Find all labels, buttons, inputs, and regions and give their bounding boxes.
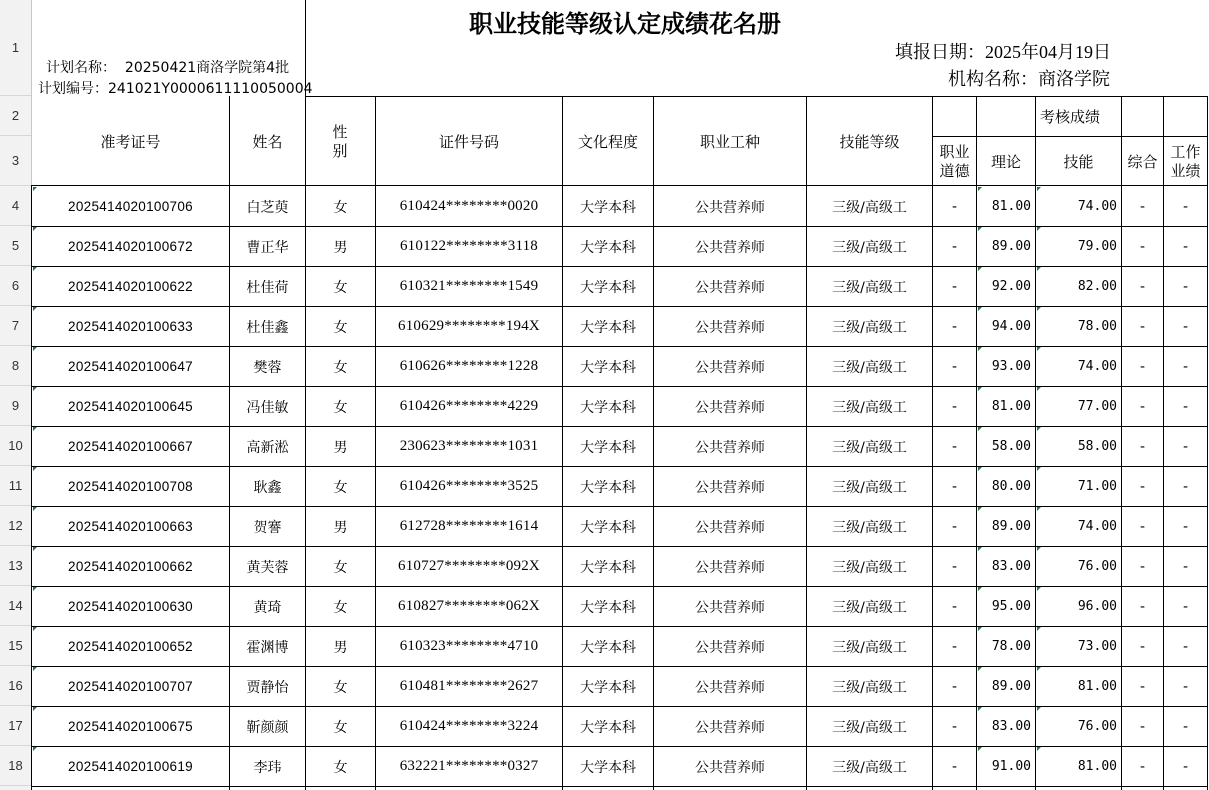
cell-skill-level[interactable]: 三级/高级工 xyxy=(832,239,907,256)
error-indicator-icon xyxy=(33,387,37,391)
cell-comprehensive[interactable]: - xyxy=(1139,558,1146,575)
cell-skill[interactable]: 77.00 xyxy=(1077,399,1117,414)
header-education[interactable]: 文化程度 xyxy=(577,133,638,151)
error-indicator-icon xyxy=(33,747,37,751)
cell-ticket[interactable]: 2025414020100647 xyxy=(68,359,193,374)
error-indicator-icon xyxy=(978,347,982,351)
cell-comprehensive[interactable]: - xyxy=(1139,758,1146,775)
error-indicator-icon xyxy=(1037,427,1041,431)
cell-gender[interactable]: 女 xyxy=(333,399,348,416)
cell-comprehensive[interactable]: - xyxy=(1139,718,1146,735)
cell-ethics[interactable]: - xyxy=(951,318,958,335)
error-indicator-icon xyxy=(978,267,982,271)
cell-name[interactable]: 李玮 xyxy=(253,759,282,776)
org-label: 机构名称： xyxy=(948,69,1038,89)
cell-skill-level[interactable]: 三级/高级工 xyxy=(832,279,907,296)
error-indicator-icon xyxy=(1037,387,1041,391)
cell-work[interactable]: - xyxy=(1182,718,1189,735)
cell-comprehensive[interactable]: - xyxy=(1139,278,1146,295)
cell-ethics[interactable]: - xyxy=(951,518,958,535)
error-indicator-icon xyxy=(33,307,37,311)
cell-education[interactable]: 大学本科 xyxy=(580,679,636,696)
cell-comprehensive[interactable]: - xyxy=(1139,678,1146,695)
row-number[interactable]: 8 xyxy=(11,358,20,373)
cell-work[interactable]: - xyxy=(1182,238,1189,255)
cell-theory[interactable]: 58.00 xyxy=(991,439,1031,454)
cell-occupation[interactable]: 公共营养师 xyxy=(695,559,765,576)
error-indicator-icon xyxy=(978,227,982,231)
cell-work[interactable]: - xyxy=(1182,478,1189,495)
error-indicator-icon xyxy=(1037,307,1041,311)
error-indicator-icon xyxy=(978,427,982,431)
row-number[interactable]: 13 xyxy=(8,558,23,573)
cell-id-number[interactable]: 610626********1228 xyxy=(399,358,539,374)
cell-id-number[interactable]: 610727********092X xyxy=(398,558,540,574)
cell-occupation[interactable]: 公共营养师 xyxy=(695,759,765,776)
cell-occupation[interactable]: 公共营养师 xyxy=(695,679,765,696)
error-indicator-icon xyxy=(1037,667,1041,671)
cell-ethics[interactable]: - xyxy=(951,678,958,695)
cell-theory[interactable]: 92.00 xyxy=(991,279,1031,294)
cell-gender[interactable]: 女 xyxy=(333,679,348,696)
cell-comprehensive[interactable]: - xyxy=(1139,598,1146,615)
header-name[interactable]: 姓名 xyxy=(252,133,283,151)
cell-id-number[interactable]: 610122********3118 xyxy=(399,238,539,254)
header-skill-level[interactable]: 技能等级 xyxy=(839,133,900,151)
cell-comprehensive[interactable]: - xyxy=(1139,238,1146,255)
row-number[interactable]: 6 xyxy=(11,278,20,293)
grid-line xyxy=(1207,96,1208,186)
cell-work[interactable]: - xyxy=(1182,438,1189,455)
cell-occupation[interactable]: 公共营养师 xyxy=(695,319,765,336)
row-number[interactable]: 1 xyxy=(11,40,20,55)
cell-skill[interactable]: 71.00 xyxy=(1077,479,1117,494)
cell-comprehensive[interactable]: - xyxy=(1139,318,1146,335)
cell-theory[interactable]: 91.00 xyxy=(991,759,1031,774)
cell-gender[interactable]: 男 xyxy=(333,639,348,656)
report-date-label: 填报日期： xyxy=(895,42,985,62)
cell-education[interactable]: 大学本科 xyxy=(580,479,636,496)
error-indicator-icon xyxy=(978,587,982,591)
error-indicator-icon xyxy=(1037,347,1041,351)
cell-skill-level[interactable]: 三级/高级工 xyxy=(832,599,907,616)
plan-code[interactable] xyxy=(38,78,313,98)
cell-gender[interactable]: 男 xyxy=(333,439,348,456)
cell-id-number[interactable]: 612728********1614 xyxy=(399,518,539,534)
error-indicator-icon xyxy=(978,547,982,551)
cell-occupation[interactable]: 公共营养师 xyxy=(695,239,765,256)
cell-ticket[interactable]: 2025414020100663 xyxy=(68,519,193,534)
cell-occupation[interactable]: 公共营养师 xyxy=(695,439,765,456)
cell-ticket[interactable]: 2025414020100645 xyxy=(68,399,193,414)
cell-skill-level[interactable]: 三级/高级工 xyxy=(832,479,907,496)
row-number[interactable]: 7 xyxy=(11,318,20,333)
header-score-group[interactable]: 考核成绩 xyxy=(1039,108,1100,126)
cell-ethics[interactable]: - xyxy=(951,438,958,455)
cell-theory[interactable]: 95.00 xyxy=(991,599,1031,614)
row-number[interactable]: 17 xyxy=(8,718,23,733)
cell-work[interactable]: - xyxy=(1182,518,1189,535)
row-number[interactable]: 5 xyxy=(11,238,20,253)
plan-code-value: 241021Y0000611110050004 xyxy=(108,81,313,97)
cell-occupation[interactable]: 公共营养师 xyxy=(695,479,765,496)
error-indicator-icon xyxy=(1037,747,1041,751)
cell-ticket[interactable]: 2025414020100708 xyxy=(68,479,193,494)
error-indicator-icon xyxy=(33,347,37,351)
cell-education[interactable]: 大学本科 xyxy=(580,639,636,656)
error-indicator-icon xyxy=(978,667,982,671)
cell-work[interactable]: - xyxy=(1182,598,1189,615)
cell-skill[interactable]: 79.00 xyxy=(1077,239,1117,254)
error-indicator-icon xyxy=(33,627,37,631)
header-ethics[interactable]: 职业道德 xyxy=(939,142,970,180)
error-indicator-icon xyxy=(1037,187,1041,191)
error-indicator-icon xyxy=(978,387,982,391)
cell-ethics[interactable]: - xyxy=(951,638,958,655)
cell-ethics[interactable]: - xyxy=(951,718,958,735)
cell-theory[interactable]: 89.00 xyxy=(991,239,1031,254)
cell-ticket[interactable]: 2025414020100630 xyxy=(68,599,193,614)
cell-gender[interactable]: 女 xyxy=(333,719,348,736)
header-skill[interactable]: 技能 xyxy=(1063,153,1094,171)
plan-name[interactable] xyxy=(46,57,289,77)
cell-ethics[interactable]: - xyxy=(951,358,958,375)
cell-id-number[interactable]: 610426********3525 xyxy=(399,478,539,494)
row-number[interactable]: 16 xyxy=(8,678,23,693)
row-number[interactable]: 11 xyxy=(8,478,23,493)
error-indicator-icon xyxy=(1037,467,1041,471)
plan-name-value: 20250421商洛学院第4批 xyxy=(124,60,290,76)
cell-comprehensive[interactable]: - xyxy=(1139,438,1146,455)
cell-skill[interactable]: 73.00 xyxy=(1077,639,1117,654)
plan-name-label: 计划名称： xyxy=(46,60,116,76)
cell-comprehensive[interactable]: - xyxy=(1139,198,1146,215)
cell-skill-level[interactable]: 三级/高级工 xyxy=(832,439,907,456)
error-indicator-icon xyxy=(978,507,982,511)
error-indicator-icon xyxy=(33,587,37,591)
header-occupation[interactable]: 职业工种 xyxy=(699,133,760,151)
cell-work[interactable]: - xyxy=(1182,358,1189,375)
cell-occupation[interactable]: 公共营养师 xyxy=(695,519,765,536)
cell-comprehensive[interactable]: - xyxy=(1139,398,1146,415)
cell-work[interactable]: - xyxy=(1182,198,1189,215)
error-indicator-icon xyxy=(978,707,982,711)
cell-gender[interactable]: 女 xyxy=(333,279,348,296)
cell-education[interactable]: 大学本科 xyxy=(580,439,636,456)
cell-skill[interactable]: 78.00 xyxy=(1077,319,1117,334)
cell-ticket[interactable]: 2025414020100652 xyxy=(68,639,193,654)
cell-ethics[interactable]: - xyxy=(951,398,958,415)
row-number[interactable]: 3 xyxy=(11,153,20,168)
cell-work[interactable]: - xyxy=(1182,758,1189,775)
header-theory[interactable]: 理论 xyxy=(990,153,1021,171)
cell-ticket[interactable]: 2025414020100707 xyxy=(68,679,193,694)
error-indicator-icon xyxy=(33,667,37,671)
org-value: 商洛学院 xyxy=(1038,69,1110,89)
cell-skill[interactable]: 74.00 xyxy=(1077,519,1117,534)
cell-theory[interactable]: 89.00 xyxy=(991,519,1031,534)
error-indicator-icon xyxy=(33,427,37,431)
cell-education[interactable]: 大学本科 xyxy=(580,759,636,776)
error-indicator-icon xyxy=(1037,707,1041,711)
header-ticket[interactable]: 准考证号 xyxy=(100,133,161,151)
cell-skill-level[interactable]: 三级/高级工 xyxy=(832,559,907,576)
cell-theory[interactable]: 80.00 xyxy=(991,479,1031,494)
cell-ticket[interactable]: 2025414020100672 xyxy=(68,239,193,254)
cell-id-number[interactable]: 610827********062X xyxy=(398,598,540,614)
cell-name[interactable]: 黄芙蓉 xyxy=(246,559,289,576)
cell-occupation[interactable]: 公共营养师 xyxy=(695,639,765,656)
cell-skill-level[interactable]: 三级/高级工 xyxy=(832,719,907,736)
cell-name[interactable]: 冯佳敏 xyxy=(246,399,289,416)
row-number[interactable]: 9 xyxy=(11,398,20,413)
cell-gender[interactable]: 女 xyxy=(333,199,348,216)
row-number[interactable]: 12 xyxy=(8,518,23,533)
cell-ticket[interactable]: 2025414020100706 xyxy=(68,199,193,214)
cell-ethics[interactable]: - xyxy=(951,558,958,575)
cell-education[interactable]: 大学本科 xyxy=(580,279,636,296)
cell-name[interactable]: 樊蓉 xyxy=(253,359,282,376)
cell-id-number[interactable]: 230623********1031 xyxy=(399,438,539,454)
cell-name[interactable]: 耿鑫 xyxy=(253,479,282,496)
cell-gender[interactable]: 男 xyxy=(333,239,348,256)
cell-education[interactable]: 大学本科 xyxy=(580,599,636,616)
error-indicator-icon xyxy=(1037,627,1041,631)
cell-ticket[interactable]: 2025414020100662 xyxy=(68,559,193,574)
cell-theory[interactable]: 81.00 xyxy=(991,399,1031,414)
error-indicator-icon xyxy=(978,467,982,471)
row-number[interactable]: 15 xyxy=(8,638,23,653)
cell-work[interactable]: - xyxy=(1182,638,1189,655)
grid-line xyxy=(1207,186,1208,790)
cell-skill-level[interactable]: 三级/高级工 xyxy=(832,679,907,696)
cell-skill-level[interactable]: 三级/高级工 xyxy=(832,399,907,416)
cell-comprehensive[interactable]: - xyxy=(1139,638,1146,655)
header-comprehensive[interactable]: 综合 xyxy=(1127,153,1158,171)
error-indicator-icon xyxy=(1037,227,1041,231)
cell-ethics[interactable]: - xyxy=(951,478,958,495)
cell-skill[interactable]: 74.00 xyxy=(1077,199,1117,214)
cell-theory[interactable]: 83.00 xyxy=(991,719,1031,734)
report-date[interactable] xyxy=(895,38,1111,64)
cell-education[interactable]: 大学本科 xyxy=(580,559,636,576)
cell-occupation[interactable]: 公共营养师 xyxy=(695,599,765,616)
cell-occupation[interactable]: 公共营养师 xyxy=(695,279,765,296)
row-number[interactable]: 10 xyxy=(8,438,23,453)
cell-theory[interactable]: 93.00 xyxy=(991,359,1031,374)
error-indicator-icon xyxy=(33,227,37,231)
cell-name[interactable]: 贺謇 xyxy=(253,519,282,536)
cell-id-number[interactable]: 610424********3224 xyxy=(399,718,539,734)
cell-comprehensive[interactable]: - xyxy=(1139,518,1146,535)
cell-education[interactable]: 大学本科 xyxy=(580,359,636,376)
cell-skill-level[interactable]: 三级/高级工 xyxy=(832,319,907,336)
cell-gender[interactable]: 女 xyxy=(333,759,348,776)
cell-work[interactable]: - xyxy=(1182,398,1189,415)
cell-skill[interactable]: 96.00 xyxy=(1077,599,1117,614)
cell-skill-level[interactable]: 三级/高级工 xyxy=(832,199,907,216)
error-indicator-icon xyxy=(978,627,982,631)
cell-education[interactable]: 大学本科 xyxy=(580,199,636,216)
cell-skill[interactable]: 81.00 xyxy=(1077,759,1117,774)
cell-skill-level[interactable]: 三级/高级工 xyxy=(832,639,907,656)
header-gender[interactable]: 性别 xyxy=(332,122,348,160)
cell-ticket[interactable]: 2025414020100619 xyxy=(68,759,193,774)
cell-skill[interactable]: 74.00 xyxy=(1077,359,1117,374)
error-indicator-icon xyxy=(978,747,982,751)
cell-ticket[interactable]: 2025414020100633 xyxy=(68,319,193,334)
cell-education[interactable]: 大学本科 xyxy=(580,719,636,736)
cell-ethics[interactable]: - xyxy=(951,198,958,215)
cell-education[interactable]: 大学本科 xyxy=(580,399,636,416)
cell-name[interactable]: 黄琦 xyxy=(253,599,282,616)
cell-education[interactable]: 大学本科 xyxy=(580,239,636,256)
cell-comprehensive[interactable]: - xyxy=(1139,478,1146,495)
cell-work[interactable]: - xyxy=(1182,678,1189,695)
cell-ethics[interactable]: - xyxy=(951,758,958,775)
cell-theory[interactable]: 89.00 xyxy=(991,679,1031,694)
cell-name[interactable]: 曹正华 xyxy=(246,239,289,256)
cell-ethics[interactable]: - xyxy=(951,598,958,615)
error-indicator-icon xyxy=(33,707,37,711)
cell-gender[interactable]: 女 xyxy=(333,559,348,576)
cell-occupation[interactable]: 公共营养师 xyxy=(695,199,765,216)
cell-theory[interactable]: 81.00 xyxy=(991,199,1031,214)
cell-gender[interactable]: 男 xyxy=(333,519,348,536)
cell-gender[interactable]: 女 xyxy=(333,479,348,496)
cell-theory[interactable]: 78.00 xyxy=(991,639,1031,654)
cell-ticket[interactable]: 2025414020100675 xyxy=(68,719,193,734)
cell-occupation[interactable]: 公共营养师 xyxy=(695,359,765,376)
cell-ethics[interactable]: - xyxy=(951,278,958,295)
cell-name[interactable]: 靳颜颜 xyxy=(246,719,289,736)
error-indicator-icon xyxy=(33,467,37,471)
header-work[interactable]: 工作业绩 xyxy=(1170,142,1201,180)
error-indicator-icon xyxy=(33,507,37,511)
row-number[interactable]: 2 xyxy=(11,108,20,123)
cell-occupation[interactable]: 公共营养师 xyxy=(695,719,765,736)
cell-skill[interactable]: 81.00 xyxy=(1077,679,1117,694)
cell-name[interactable]: 高新淞 xyxy=(246,439,289,456)
cell-name[interactable]: 杜佳荷 xyxy=(246,279,289,296)
cell-comprehensive[interactable]: - xyxy=(1139,358,1146,375)
cell-work[interactable]: - xyxy=(1182,318,1189,335)
org-name[interactable] xyxy=(948,65,1110,91)
error-indicator-icon xyxy=(1037,267,1041,271)
cell-id-number[interactable]: 610323********4710 xyxy=(399,638,539,654)
error-indicator-icon xyxy=(33,187,37,191)
cell-work[interactable]: - xyxy=(1182,558,1189,575)
grid-line xyxy=(305,96,306,186)
row-number[interactable]: 14 xyxy=(8,598,23,613)
cell-id-number[interactable]: 610424********0020 xyxy=(399,198,539,214)
cell-skill[interactable]: 76.00 xyxy=(1077,719,1117,734)
cell-skill[interactable]: 58.00 xyxy=(1077,439,1117,454)
cell-name[interactable]: 杜佳鑫 xyxy=(246,319,289,336)
error-indicator-icon xyxy=(1037,587,1041,591)
error-indicator-icon xyxy=(33,547,37,551)
row-number[interactable]: 18 xyxy=(8,758,23,773)
cell-name[interactable]: 霍渊博 xyxy=(246,639,289,656)
cell-id-number[interactable]: 610629********194X xyxy=(398,318,540,334)
cell-education[interactable]: 大学本科 xyxy=(580,319,636,336)
cell-ticket[interactable]: 2025414020100667 xyxy=(68,439,193,454)
cell-theory[interactable]: 83.00 xyxy=(991,559,1031,574)
cell-ticket[interactable]: 2025414020100622 xyxy=(68,279,193,294)
row-line xyxy=(31,786,1207,787)
cell-occupation[interactable]: 公共营养师 xyxy=(695,399,765,416)
cell-education[interactable]: 大学本科 xyxy=(580,519,636,536)
cell-skill-level[interactable]: 三级/高级工 xyxy=(832,759,907,776)
cell-skill[interactable]: 82.00 xyxy=(1077,279,1117,294)
cell-theory[interactable]: 94.00 xyxy=(991,319,1031,334)
cell-id-number[interactable]: 610321********1549 xyxy=(399,278,539,294)
cell-id-number[interactable]: 610426********4229 xyxy=(399,398,539,414)
error-indicator-icon xyxy=(1037,507,1041,511)
cell-ethics[interactable]: - xyxy=(951,238,958,255)
error-indicator-icon xyxy=(978,187,982,191)
cell-skill[interactable]: 76.00 xyxy=(1077,559,1117,574)
cell-id-number[interactable]: 610481********2627 xyxy=(399,678,539,694)
report-date-value: 2025年04月19日 xyxy=(985,42,1111,62)
header-id-number[interactable]: 证件号码 xyxy=(438,133,499,151)
sheet-title[interactable]: 职业技能等级认定成绩花名册 xyxy=(469,9,781,38)
error-indicator-icon xyxy=(1037,547,1041,551)
cell-gender[interactable]: 女 xyxy=(333,319,348,336)
cell-name[interactable]: 白芝萸 xyxy=(246,199,289,216)
cell-skill-level[interactable]: 三级/高级工 xyxy=(832,359,907,376)
cell-skill-level[interactable]: 三级/高级工 xyxy=(832,519,907,536)
cell-id-number[interactable]: 632221********0327 xyxy=(399,758,539,774)
error-indicator-icon xyxy=(978,307,982,311)
cell-name[interactable]: 贾静怡 xyxy=(246,679,289,696)
row-number[interactable]: 4 xyxy=(11,198,20,213)
error-indicator-icon xyxy=(33,267,37,271)
cell-gender[interactable]: 女 xyxy=(333,599,348,616)
cell-work[interactable]: - xyxy=(1182,278,1189,295)
cell-gender[interactable]: 女 xyxy=(333,359,348,376)
plan-code-label: 计划编号： xyxy=(38,81,108,97)
